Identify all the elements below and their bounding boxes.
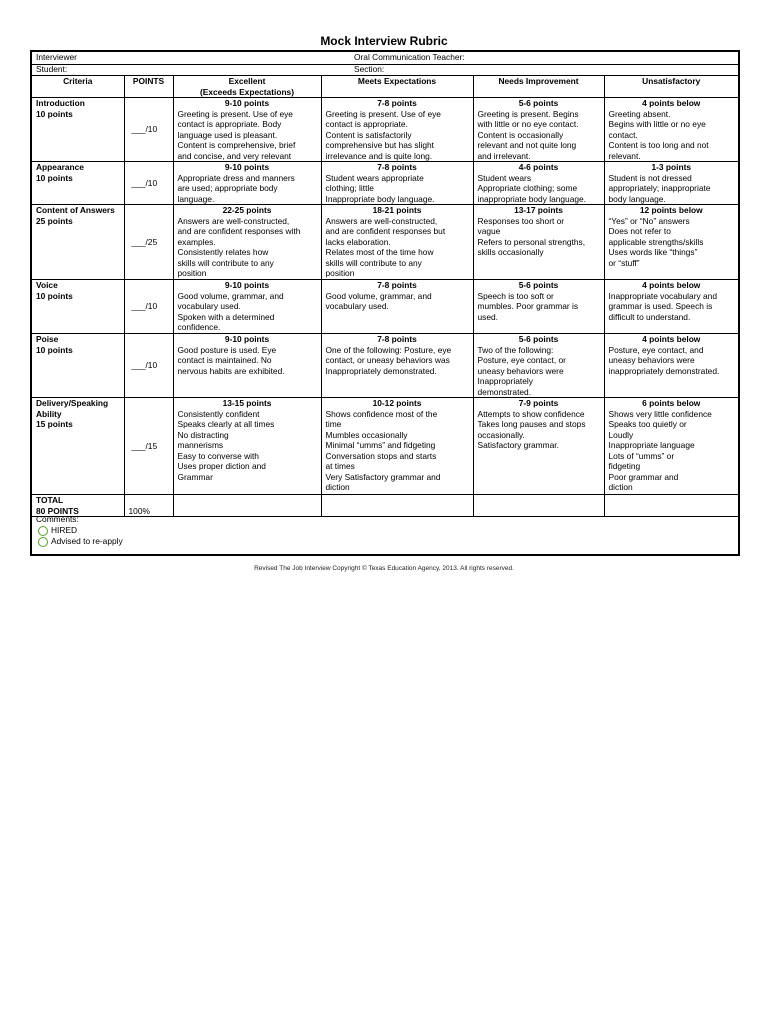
level-description-line: Greeting absent.: [608, 108, 671, 119]
level-cell-unsatisfactory: [604, 398, 738, 495]
level-description-line: Student is not dressed: [608, 172, 692, 183]
level-cell-excellent: [173, 162, 321, 205]
level-cell-meets: [321, 398, 473, 495]
criteria-points: 25 points: [36, 215, 73, 226]
total-blank-meets: [321, 495, 473, 517]
level-description-line: mannerisms: [177, 440, 224, 450]
level-description-line: skills occasionally: [477, 247, 544, 257]
level-description-line: relevant and not quite long: [477, 140, 577, 150]
level-cell-meets: [321, 98, 473, 162]
level-description-line: mumbles. Poor grammar is: [477, 301, 579, 311]
score-blank: ___/10: [131, 301, 158, 312]
level-description-line: vocabulary used.: [177, 301, 241, 311]
level-description-line: Begins with little or no eye: [608, 119, 706, 129]
level-cell-meets: [321, 205, 473, 280]
level-points-range: 13-17 points: [514, 205, 563, 215]
level-description-line: Two of the following:: [477, 344, 554, 355]
level-cell-excellent: [173, 205, 321, 280]
level-description-line: Student wears: [477, 172, 532, 183]
level-description-line: Inappropriate vocabulary and: [608, 290, 717, 301]
criteria-cell: [32, 398, 124, 495]
total-blank-excellent: [173, 495, 321, 517]
criteria-cell: [32, 334, 124, 398]
option-hired-label: HIRED: [51, 525, 78, 535]
level-description-line: diction: [325, 482, 350, 492]
level-description-line: Answers are well-constructed,: [177, 215, 290, 226]
level-description-line: Posture, eye contact, or: [477, 355, 566, 365]
level-description-line: vague: [477, 226, 501, 236]
level-points-range: 4 points below: [642, 334, 701, 344]
level-cell-excellent: [173, 280, 321, 334]
level-description-line: Consistently confident: [177, 408, 260, 419]
level-cell-needs-improvement: [473, 280, 604, 334]
criteria-cell: [32, 162, 124, 205]
level-description-line: Takes long pauses and stops: [477, 419, 586, 429]
criteria-points: 10 points: [36, 108, 73, 119]
level-points-range: 6 points below: [642, 398, 701, 408]
level-description-line: difficult to understand.: [608, 311, 691, 322]
level-description-line: applicable strengths/skills: [608, 236, 704, 247]
level-points-range: 9-10 points: [224, 280, 270, 290]
level-description-line: Refers to personal strengths,: [477, 236, 586, 247]
column-header-meets: Meets Expectations: [321, 76, 473, 98]
level-cell-needs-improvement: [473, 162, 604, 205]
level-description-line: demonstrated.: [477, 386, 532, 397]
level-description-line: Does not refer to: [608, 226, 671, 236]
level-points-range: 10-12 points: [372, 398, 422, 408]
level-description-line: contact, or uneasy behaviors was: [325, 355, 450, 365]
level-description-line: Satisfactory grammar.: [477, 440, 559, 450]
level-points-range: 5-6 points: [518, 280, 559, 290]
score-blank: ___/15: [131, 440, 158, 451]
rubric-form: [30, 50, 740, 556]
interviewer-label: Interviewer: [36, 52, 77, 62]
reapply-radio-icon[interactable]: [38, 537, 48, 547]
score-blank: ___/25: [131, 236, 158, 247]
level-description-line: and are confident responses but: [325, 226, 446, 236]
level-description-line: contact.: [608, 129, 638, 140]
rubric-body: [32, 98, 738, 495]
level-cell-excellent: [173, 334, 321, 398]
teacher-label: Oral Communication Teacher:: [354, 52, 465, 62]
level-description-line: inappropriate body language.: [477, 193, 586, 204]
level-description-line: Easy to converse with: [177, 450, 259, 461]
level-description-line: relevant.: [608, 150, 641, 161]
level-description-line: Appropriate dress and manners: [177, 172, 295, 183]
level-description-line: Good volume, grammar, and: [325, 290, 432, 301]
level-description-line: confidence.: [177, 322, 221, 332]
level-description-line: Mumbles occasionally: [325, 429, 408, 440]
column-header-row: [32, 76, 738, 98]
level-description-line: Uses words like “things”: [608, 247, 698, 257]
level-description-line: No distracting: [177, 429, 229, 440]
level-description-line: Conversation stops and starts: [325, 450, 437, 461]
level-description-line: Greeting is present. Begins: [477, 108, 579, 119]
level-description-line: Inappropriate body language.: [325, 193, 435, 204]
level-description-line: and concise, and very relevant: [177, 150, 292, 161]
level-description-line: uneasy behaviors were: [608, 355, 695, 365]
criteria-row: [32, 162, 738, 205]
level-description-line: Consistently relates how: [177, 247, 269, 257]
level-description-line: Loudly: [608, 429, 634, 440]
column-header-points: POINTS: [124, 76, 173, 98]
level-description-line: uneasy behaviors were: [477, 365, 564, 376]
level-description-line: position: [325, 268, 355, 278]
score-blank: ___/10: [131, 177, 158, 188]
level-description-line: skills will contribute to any: [177, 257, 274, 268]
column-header-criteria: Criteria: [32, 76, 124, 98]
level-description-line: “Yes” or “No” answers: [608, 215, 690, 226]
level-cell-needs-improvement: [473, 334, 604, 398]
level-description-line: Grammar: [177, 471, 213, 482]
level-description-line: irrelevance and is quite long.: [325, 150, 433, 161]
level-description-line: Speaks clearly at all times: [177, 419, 275, 429]
level-description-line: and irrelevant.: [477, 150, 531, 161]
criteria-row: [32, 334, 738, 398]
criteria-row: [32, 398, 738, 495]
level-description-line: nervous habits are exhibited.: [177, 365, 285, 376]
student-label: Student:: [36, 64, 68, 74]
level-points-range: 4-6 points: [518, 162, 559, 172]
level-points-range: 9-10 points: [224, 162, 270, 172]
level-cell-needs-improvement: [473, 205, 604, 280]
level-points-range: 22-25 points: [222, 205, 272, 215]
level-description-line: language.: [177, 193, 215, 204]
criteria-points: 10 points: [36, 172, 73, 183]
level-description-line: fidgeting: [608, 461, 641, 471]
option-hired[interactable]: [38, 525, 123, 536]
level-description-line: Good posture is used. Eye: [177, 344, 277, 355]
level-description-line: skills will contribute to any: [325, 257, 422, 268]
criteria-name: Delivery/Speaking Ability: [36, 398, 109, 419]
level-description-line: Relates most of the time how: [325, 247, 434, 257]
level-description-line: inappropriately demonstrated.: [608, 365, 720, 376]
level-description-line: position: [177, 268, 207, 278]
level-description-line: body language.: [608, 193, 666, 204]
criteria-cell: [32, 205, 124, 280]
level-description-line: are used; appropriate body: [177, 183, 278, 193]
level-points-range: 5-6 points: [518, 98, 559, 108]
total-percent: 100%: [124, 495, 173, 517]
level-description-line: and are confident responses with: [177, 226, 301, 236]
level-description-line: vocabulary used.: [325, 301, 389, 311]
copyright-footer: Revised The Job Interview Copyright © Texas Education Agency, 2013. All rights reserved.: [254, 565, 514, 572]
level-points-range: 4 points below: [642, 280, 701, 290]
criteria-name: Appearance: [36, 162, 84, 172]
level-description-line: used.: [477, 311, 498, 322]
level-description-line: or “stuff”: [608, 257, 640, 268]
level-cell-meets: [321, 334, 473, 398]
level-points-range: 1-3 points: [651, 162, 692, 172]
level-points-range: 7-8 points: [377, 162, 417, 172]
criteria-name: Voice: [36, 280, 58, 290]
hired-radio-icon[interactable]: [38, 526, 48, 536]
excellent-label: Excellent: [228, 76, 266, 86]
criteria-cell: [32, 98, 124, 162]
level-description-line: Poor grammar and: [608, 471, 679, 482]
level-cell-unsatisfactory: [604, 162, 738, 205]
level-description-line: contact is appropriate.: [325, 119, 408, 129]
level-points-range: 13-15 points: [222, 398, 272, 408]
option-reapply-label: Advised to re-apply: [51, 536, 123, 546]
level-description-line: Content is satisfactorily: [325, 129, 412, 140]
score-blank: ___/10: [131, 360, 158, 371]
level-description-line: Inappropriately: [477, 376, 533, 386]
criteria-name: Content of Answers: [36, 205, 115, 215]
page-title: Mock Interview Rubric: [320, 34, 448, 48]
level-cell-excellent: [173, 398, 321, 495]
total-blank-unsat: [604, 495, 738, 517]
level-description-line: Content is occasionally: [477, 129, 564, 140]
level-description-line: at times: [325, 461, 355, 471]
level-points-range: 9-10 points: [224, 334, 270, 344]
level-description-line: occasionally.: [477, 429, 525, 440]
criteria-row: [32, 98, 738, 162]
level-points-range: 5-6 points: [518, 334, 559, 344]
level-description-line: Good volume, grammar, and: [177, 290, 284, 301]
level-description-line: clothing; little: [325, 183, 374, 193]
level-cell-meets: [321, 162, 473, 205]
criteria-row: [32, 205, 738, 280]
score-cell[interactable]: [124, 398, 173, 495]
criteria-row: [32, 280, 738, 334]
level-description-line: Uses proper diction and: [177, 461, 266, 471]
level-description-line: with little or no eye contact.: [477, 119, 579, 129]
level-description-line: diction: [608, 482, 633, 492]
criteria-cell: [32, 280, 124, 334]
option-reapply[interactable]: [38, 536, 123, 547]
criteria-points: 10 points: [36, 290, 73, 301]
level-description-line: Very Satisfactory grammar and: [325, 471, 441, 482]
level-points-range: 4 points below: [642, 98, 701, 108]
level-description-line: Content is too long and not: [608, 140, 709, 150]
level-description-line: Minimal “umms” and fidgeting: [325, 440, 436, 450]
level-cell-excellent: [173, 98, 321, 162]
level-description-line: Responses too short or: [477, 215, 565, 226]
level-description-line: Speech is too soft or: [477, 290, 554, 301]
level-points-range: 7-8 points: [377, 280, 417, 290]
level-description-line: Spoken with a determined: [177, 311, 275, 322]
level-description-line: contact is maintained. No: [177, 355, 272, 365]
level-points-range: 7-8 points: [377, 98, 417, 108]
total-blank-needs: [473, 495, 604, 517]
level-cell-needs-improvement: [473, 398, 604, 495]
level-description-line: Greeting is present. Use of eye: [177, 108, 293, 119]
score-cell[interactable]: [124, 98, 173, 162]
level-cell-meets: [321, 280, 473, 334]
comments-section: [36, 514, 123, 547]
level-cell-unsatisfactory: [604, 280, 738, 334]
score-cell[interactable]: [124, 280, 173, 334]
score-cell[interactable]: [124, 162, 173, 205]
level-description-line: grammar is used. Speech is: [608, 301, 713, 311]
level-points-range: 7-8 points: [377, 334, 417, 344]
level-description-line: time: [325, 419, 342, 429]
level-description-line: One of the following: Posture, eye: [325, 344, 452, 355]
score-cell[interactable]: [124, 205, 173, 280]
rubric-table: [32, 75, 738, 517]
level-description-line: Inappropriate language: [608, 440, 695, 450]
level-description-line: Attempts to show confidence: [477, 408, 585, 419]
score-blank: ___/10: [131, 124, 158, 135]
criteria-points: 10 points: [36, 344, 73, 355]
column-header-unsatisfactory: Unsatisfactory: [604, 76, 738, 98]
level-cell-unsatisfactory: [604, 205, 738, 280]
total-label: TOTAL: [36, 495, 64, 505]
level-description-line: contact is appropriate. Body: [177, 119, 282, 129]
level-description-line: Content is comprehensive, brief: [177, 140, 296, 150]
total-row: [32, 495, 738, 517]
level-points-range: 9-10 points: [224, 98, 270, 108]
level-points-range: 18-21 points: [372, 205, 422, 215]
level-description-line: Inappropriately demonstrated.: [325, 365, 437, 376]
level-description-line: Appropriate clothing; some: [477, 183, 578, 193]
score-cell[interactable]: [124, 334, 173, 398]
column-header-needs-improvement: Needs Improvement: [473, 76, 604, 98]
level-points-range: 7-9 points: [518, 398, 559, 408]
criteria-name: Introduction: [36, 98, 85, 108]
level-description-line: Shows confidence most of the: [325, 408, 438, 419]
section-label: Section:: [354, 64, 385, 74]
comments-label: Comments:: [36, 514, 79, 524]
level-cell-unsatisfactory: [604, 98, 738, 162]
level-description-line: language used is pleasant.: [177, 129, 278, 140]
level-description-line: Posture, eye contact, and: [608, 344, 704, 355]
level-description-line: Answers are well-constructed,: [325, 215, 438, 226]
column-header-excellent: [173, 76, 321, 98]
level-cell-unsatisfactory: [604, 334, 738, 398]
level-description-line: Student wears appropriate: [325, 172, 424, 183]
level-description-line: Shows very little confidence: [608, 408, 712, 419]
level-description-line: examples.: [177, 236, 216, 247]
criteria-points: 15 points: [36, 419, 73, 429]
level-description-line: Greeting is present. Use of eye: [325, 108, 441, 119]
criteria-name: Poise: [36, 334, 59, 344]
level-description-line: Speaks too quietly or: [608, 419, 687, 429]
level-cell-needs-improvement: [473, 98, 604, 162]
level-description-line: Lots of “umms” or: [608, 450, 675, 461]
excellent-sublabel: (Exceeds Expectations): [199, 86, 295, 97]
total-points: 80 POINTS: [36, 505, 79, 516]
level-description-line: appropriately; inappropriate: [608, 183, 711, 193]
level-description-line: lacks elaboration.: [325, 236, 391, 247]
level-description-line: comprehensive but has slight: [325, 140, 434, 150]
level-points-range: 12 points below: [639, 205, 703, 215]
